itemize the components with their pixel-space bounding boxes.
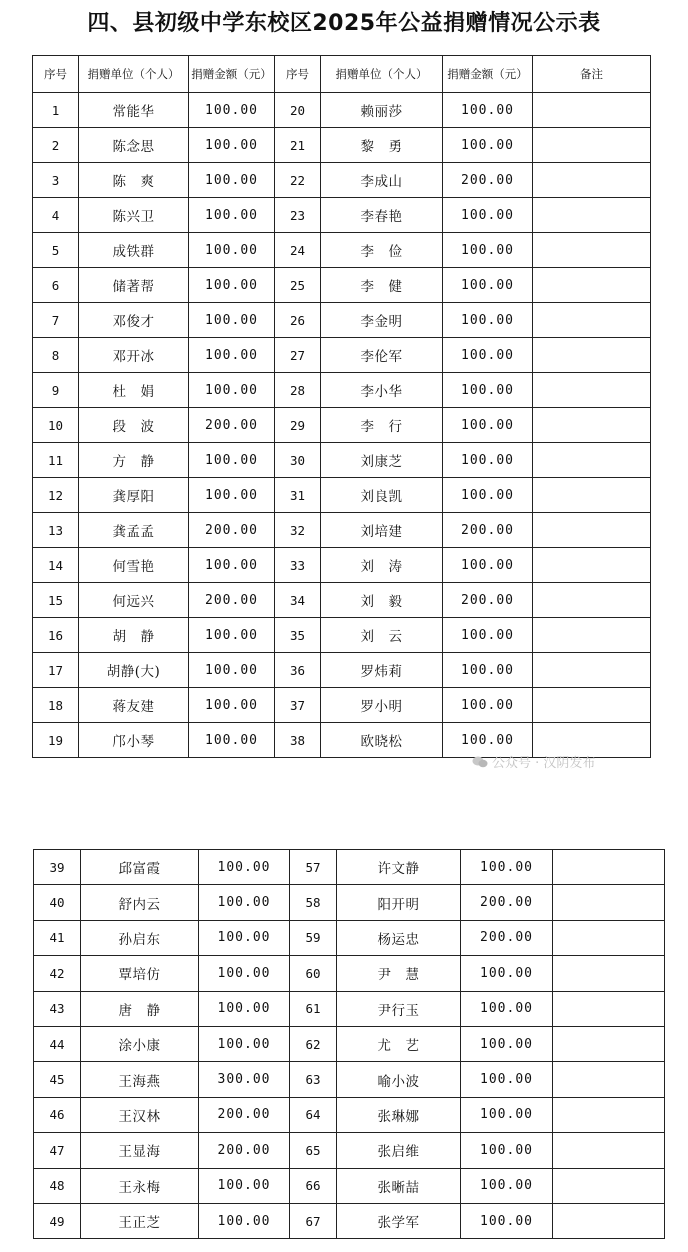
amount-cell: 100.00: [443, 128, 533, 163]
seq-cell: 39: [34, 850, 81, 885]
amount-cell: 200.00: [443, 583, 533, 618]
table-row: [33, 443, 651, 478]
seq-cell: 59: [290, 920, 337, 955]
header-seq: 序号: [33, 56, 79, 93]
amount-cell: 200.00: [443, 163, 533, 198]
note-cell: [553, 1168, 665, 1203]
seq-cell: 58: [290, 885, 337, 920]
note-cell: [533, 548, 651, 583]
donor-cell: 涂小康: [81, 1026, 199, 1061]
seq-cell: 42: [34, 956, 81, 991]
seq-cell: 9: [33, 373, 79, 408]
seq-cell: 15: [33, 583, 79, 618]
amount-cell: 100.00: [189, 163, 275, 198]
donor-cell: 尹 慧: [337, 956, 461, 991]
seq-cell: 18: [33, 688, 79, 723]
table-header-row: [33, 56, 651, 93]
seq-cell: 30: [275, 443, 321, 478]
note-cell: [553, 956, 665, 991]
donor-cell: 喻小波: [337, 1062, 461, 1097]
amount-cell: 100.00: [443, 338, 533, 373]
seq-cell: 36: [275, 653, 321, 688]
amount-cell: 100.00: [461, 1168, 553, 1203]
note-cell: [533, 478, 651, 513]
seq-cell: 26: [275, 303, 321, 338]
amount-cell: 200.00: [189, 408, 275, 443]
table-row: [33, 653, 651, 688]
amount-cell: 100.00: [443, 618, 533, 653]
amount-cell: 100.00: [199, 1026, 290, 1061]
amount-cell: 100.00: [189, 548, 275, 583]
seq-cell: 1: [33, 93, 79, 128]
seq-cell: 17: [33, 653, 79, 688]
seq-cell: 7: [33, 303, 79, 338]
amount-cell: 100.00: [189, 338, 275, 373]
seq-cell: 37: [275, 688, 321, 723]
table-row: [33, 373, 651, 408]
donor-cell: 邓俊才: [79, 303, 189, 338]
amount-cell: 100.00: [189, 443, 275, 478]
seq-cell: 13: [33, 513, 79, 548]
table-row: [34, 956, 665, 991]
table-row: [33, 303, 651, 338]
donor-cell: 李 健: [321, 268, 443, 303]
seq-cell: 31: [275, 478, 321, 513]
donor-cell: 王正芝: [81, 1203, 199, 1238]
donor-cell: 杜 娟: [79, 373, 189, 408]
note-cell: [533, 688, 651, 723]
seq-cell: 25: [275, 268, 321, 303]
amount-cell: 100.00: [199, 991, 290, 1026]
seq-cell: 20: [275, 93, 321, 128]
table-row: [34, 1097, 665, 1132]
note-cell: [553, 1026, 665, 1061]
donor-cell: 何雪艳: [79, 548, 189, 583]
donor-cell: 王汉林: [81, 1097, 199, 1132]
seq-cell: 16: [33, 618, 79, 653]
seq-cell: 27: [275, 338, 321, 373]
note-cell: [553, 1133, 665, 1168]
amount-cell: 100.00: [461, 1026, 553, 1061]
donor-cell: 邱富霞: [81, 850, 199, 885]
seq-cell: 57: [290, 850, 337, 885]
note-cell: [533, 233, 651, 268]
seq-cell: 62: [290, 1026, 337, 1061]
amount-cell: 100.00: [189, 303, 275, 338]
note-cell: [533, 163, 651, 198]
note-cell: [533, 583, 651, 618]
watermark: [472, 752, 595, 771]
amount-cell: 100.00: [199, 956, 290, 991]
table-row: [34, 1203, 665, 1238]
amount-cell: 100.00: [461, 1062, 553, 1097]
note-cell: [553, 920, 665, 955]
amount-cell: 100.00: [443, 93, 533, 128]
seq-cell: 12: [33, 478, 79, 513]
seq-cell: 32: [275, 513, 321, 548]
seq-cell: 66: [290, 1168, 337, 1203]
donor-cell: 张学军: [337, 1203, 461, 1238]
amount-cell: 200.00: [461, 920, 553, 955]
table-body: [34, 850, 665, 1239]
seq-cell: 24: [275, 233, 321, 268]
note-cell: [533, 128, 651, 163]
note-cell: [533, 513, 651, 548]
donor-cell: 胡静(大): [79, 653, 189, 688]
amount-cell: 100.00: [189, 93, 275, 128]
seq-cell: 21: [275, 128, 321, 163]
seq-cell: 41: [34, 920, 81, 955]
donor-cell: 王显海: [81, 1133, 199, 1168]
amount-cell: 100.00: [199, 850, 290, 885]
donor-cell: 龚厚阳: [79, 478, 189, 513]
note-cell: [553, 1062, 665, 1097]
seq-cell: 22: [275, 163, 321, 198]
seq-cell: 46: [34, 1097, 81, 1132]
amount-cell: 100.00: [443, 688, 533, 723]
page-title: 四、县初级中学东校区2025年公益捐赠情况公示表: [87, 11, 601, 36]
donor-cell: 张琳娜: [337, 1097, 461, 1132]
table-row: [34, 1062, 665, 1097]
amount-cell: 200.00: [189, 513, 275, 548]
note-cell: [533, 198, 651, 233]
donor-cell: 储著帮: [79, 268, 189, 303]
seq-cell: 8: [33, 338, 79, 373]
seq-cell: 65: [290, 1133, 337, 1168]
donor-cell: 尤 艺: [337, 1026, 461, 1061]
donor-cell: 赖丽莎: [321, 93, 443, 128]
amount-cell: 100.00: [443, 723, 533, 758]
seq-cell: 23: [275, 198, 321, 233]
amount-cell: 100.00: [189, 233, 275, 268]
table-row: [33, 198, 651, 233]
amount-cell: 200.00: [189, 583, 275, 618]
watermark-text: 公众号 · 汉阴发布: [492, 756, 596, 771]
note-cell: [553, 1203, 665, 1238]
seq-cell: 45: [34, 1062, 81, 1097]
donor-cell: 邝小琴: [79, 723, 189, 758]
seq-cell: 43: [34, 991, 81, 1026]
donor-cell: 何远兴: [79, 583, 189, 618]
donor-cell: 李伦军: [321, 338, 443, 373]
seq-cell: 47: [34, 1133, 81, 1168]
amount-cell: 100.00: [443, 233, 533, 268]
table-row: [33, 513, 651, 548]
donor-cell: 刘 涛: [321, 548, 443, 583]
header-note: 备注: [533, 56, 651, 93]
amount-cell: 100.00: [189, 618, 275, 653]
seq-cell: 3: [33, 163, 79, 198]
note-cell: [533, 93, 651, 128]
amount-cell: 200.00: [461, 885, 553, 920]
seq-cell: 29: [275, 408, 321, 443]
seq-cell: 67: [290, 1203, 337, 1238]
amount-cell: 100.00: [461, 850, 553, 885]
seq-cell: 63: [290, 1062, 337, 1097]
table-row: [33, 583, 651, 618]
table-body: [33, 93, 651, 758]
table-row: [34, 885, 665, 920]
donor-cell: 刘培建: [321, 513, 443, 548]
amount-cell: 300.00: [199, 1062, 290, 1097]
seq-cell: 28: [275, 373, 321, 408]
seq-cell: 11: [33, 443, 79, 478]
amount-cell: 100.00: [443, 198, 533, 233]
table-row: [33, 688, 651, 723]
note-cell: [553, 850, 665, 885]
seq-cell: 2: [33, 128, 79, 163]
header-seq: 序号: [275, 56, 321, 93]
table-row: [34, 1168, 665, 1203]
header-donor: 捐赠单位（个人）: [79, 56, 189, 93]
amount-cell: 100.00: [443, 303, 533, 338]
donor-cell: 唐 静: [81, 991, 199, 1026]
table-row: [33, 408, 651, 443]
donor-cell: 陈 爽: [79, 163, 189, 198]
seq-cell: 64: [290, 1097, 337, 1132]
table-row: [34, 920, 665, 955]
donor-cell: 王海燕: [81, 1062, 199, 1097]
table-row: [33, 233, 651, 268]
table-row: [33, 93, 651, 128]
donor-cell: 罗小明: [321, 688, 443, 723]
donor-cell: 邓开冰: [79, 338, 189, 373]
table-row: [33, 478, 651, 513]
note-cell: [553, 1097, 665, 1132]
seq-cell: 38: [275, 723, 321, 758]
amount-cell: 100.00: [199, 1203, 290, 1238]
seq-cell: 14: [33, 548, 79, 583]
seq-cell: 48: [34, 1168, 81, 1203]
donor-cell: 胡 静: [79, 618, 189, 653]
table-row: [33, 548, 651, 583]
table-row: [33, 338, 651, 373]
amount-cell: 200.00: [199, 1133, 290, 1168]
donor-cell: 李 俭: [321, 233, 443, 268]
donor-cell: 张启维: [337, 1133, 461, 1168]
donor-cell: 李成山: [321, 163, 443, 198]
amount-cell: 100.00: [443, 548, 533, 583]
table-row: [34, 850, 665, 885]
donation-table-page-2: [33, 849, 665, 1239]
seq-cell: 60: [290, 956, 337, 991]
table-row: [34, 1133, 665, 1168]
amount-cell: 100.00: [443, 653, 533, 688]
donor-cell: 尹行玉: [337, 991, 461, 1026]
amount-cell: 100.00: [199, 920, 290, 955]
donor-cell: 黎 勇: [321, 128, 443, 163]
amount-cell: 100.00: [443, 408, 533, 443]
donor-cell: 成铁群: [79, 233, 189, 268]
seq-cell: 40: [34, 885, 81, 920]
donor-cell: 龚孟孟: [79, 513, 189, 548]
donor-cell: 许文静: [337, 850, 461, 885]
note-cell: [533, 303, 651, 338]
donor-cell: 蒋友建: [79, 688, 189, 723]
amount-cell: 100.00: [461, 991, 553, 1026]
donor-cell: 罗炜莉: [321, 653, 443, 688]
donor-cell: 李小华: [321, 373, 443, 408]
donor-cell: 阳开明: [337, 885, 461, 920]
seq-cell: 49: [34, 1203, 81, 1238]
table-row: [33, 163, 651, 198]
donor-cell: 段 波: [79, 408, 189, 443]
header-amount: 捐赠金额（元）: [443, 56, 533, 93]
donor-cell: 常能华: [79, 93, 189, 128]
seq-cell: 19: [33, 723, 79, 758]
donor-cell: 李春艳: [321, 198, 443, 233]
note-cell: [533, 653, 651, 688]
donor-cell: 欧晓松: [321, 723, 443, 758]
donor-cell: 孙启东: [81, 920, 199, 955]
note-cell: [553, 885, 665, 920]
donor-cell: 李 行: [321, 408, 443, 443]
donor-cell: 杨运忠: [337, 920, 461, 955]
seq-cell: 33: [275, 548, 321, 583]
amount-cell: 100.00: [189, 653, 275, 688]
note-cell: [533, 268, 651, 303]
donor-cell: 刘 云: [321, 618, 443, 653]
donor-cell: 覃培仿: [81, 956, 199, 991]
donation-table-page-1: [32, 55, 651, 758]
donor-cell: 陈兴卫: [79, 198, 189, 233]
header-amount: 捐赠金额（元）: [189, 56, 275, 93]
amount-cell: 100.00: [443, 478, 533, 513]
amount-cell: 100.00: [189, 198, 275, 233]
donor-cell: 刘良凯: [321, 478, 443, 513]
amount-cell: 100.00: [443, 373, 533, 408]
table-row: [33, 128, 651, 163]
amount-cell: 200.00: [443, 513, 533, 548]
wechat-icon: [472, 756, 488, 768]
donor-cell: 陈念思: [79, 128, 189, 163]
donor-cell: 舒内云: [81, 885, 199, 920]
note-cell: [533, 373, 651, 408]
amount-cell: 200.00: [199, 1097, 290, 1132]
seq-cell: 44: [34, 1026, 81, 1061]
amount-cell: 100.00: [199, 1168, 290, 1203]
note-cell: [533, 618, 651, 653]
donor-cell: 方 静: [79, 443, 189, 478]
amount-cell: 100.00: [461, 1133, 553, 1168]
amount-cell: 100.00: [443, 268, 533, 303]
amount-cell: 100.00: [443, 443, 533, 478]
note-cell: [533, 338, 651, 373]
donor-cell: 刘 毅: [321, 583, 443, 618]
seq-cell: 6: [33, 268, 79, 303]
header-donor: 捐赠单位（个人）: [321, 56, 443, 93]
amount-cell: 100.00: [461, 956, 553, 991]
seq-cell: 61: [290, 991, 337, 1026]
donor-cell: 张晰喆: [337, 1168, 461, 1203]
note-cell: [533, 443, 651, 478]
amount-cell: 100.00: [199, 885, 290, 920]
amount-cell: 100.00: [189, 688, 275, 723]
amount-cell: 100.00: [189, 268, 275, 303]
seq-cell: 4: [33, 198, 79, 233]
amount-cell: 100.00: [189, 128, 275, 163]
note-cell: [553, 991, 665, 1026]
note-cell: [533, 408, 651, 443]
table-row: [34, 991, 665, 1026]
table-row: [33, 268, 651, 303]
seq-cell: 35: [275, 618, 321, 653]
seq-cell: 34: [275, 583, 321, 618]
table-row: [34, 1026, 665, 1061]
amount-cell: 100.00: [461, 1203, 553, 1238]
donor-cell: 王永梅: [81, 1168, 199, 1203]
donor-cell: 李金明: [321, 303, 443, 338]
seq-cell: 5: [33, 233, 79, 268]
amount-cell: 100.00: [189, 723, 275, 758]
amount-cell: 100.00: [189, 373, 275, 408]
donor-cell: 刘康芝: [321, 443, 443, 478]
table-row: [33, 618, 651, 653]
seq-cell: 10: [33, 408, 79, 443]
amount-cell: 100.00: [461, 1097, 553, 1132]
amount-cell: 100.00: [189, 478, 275, 513]
